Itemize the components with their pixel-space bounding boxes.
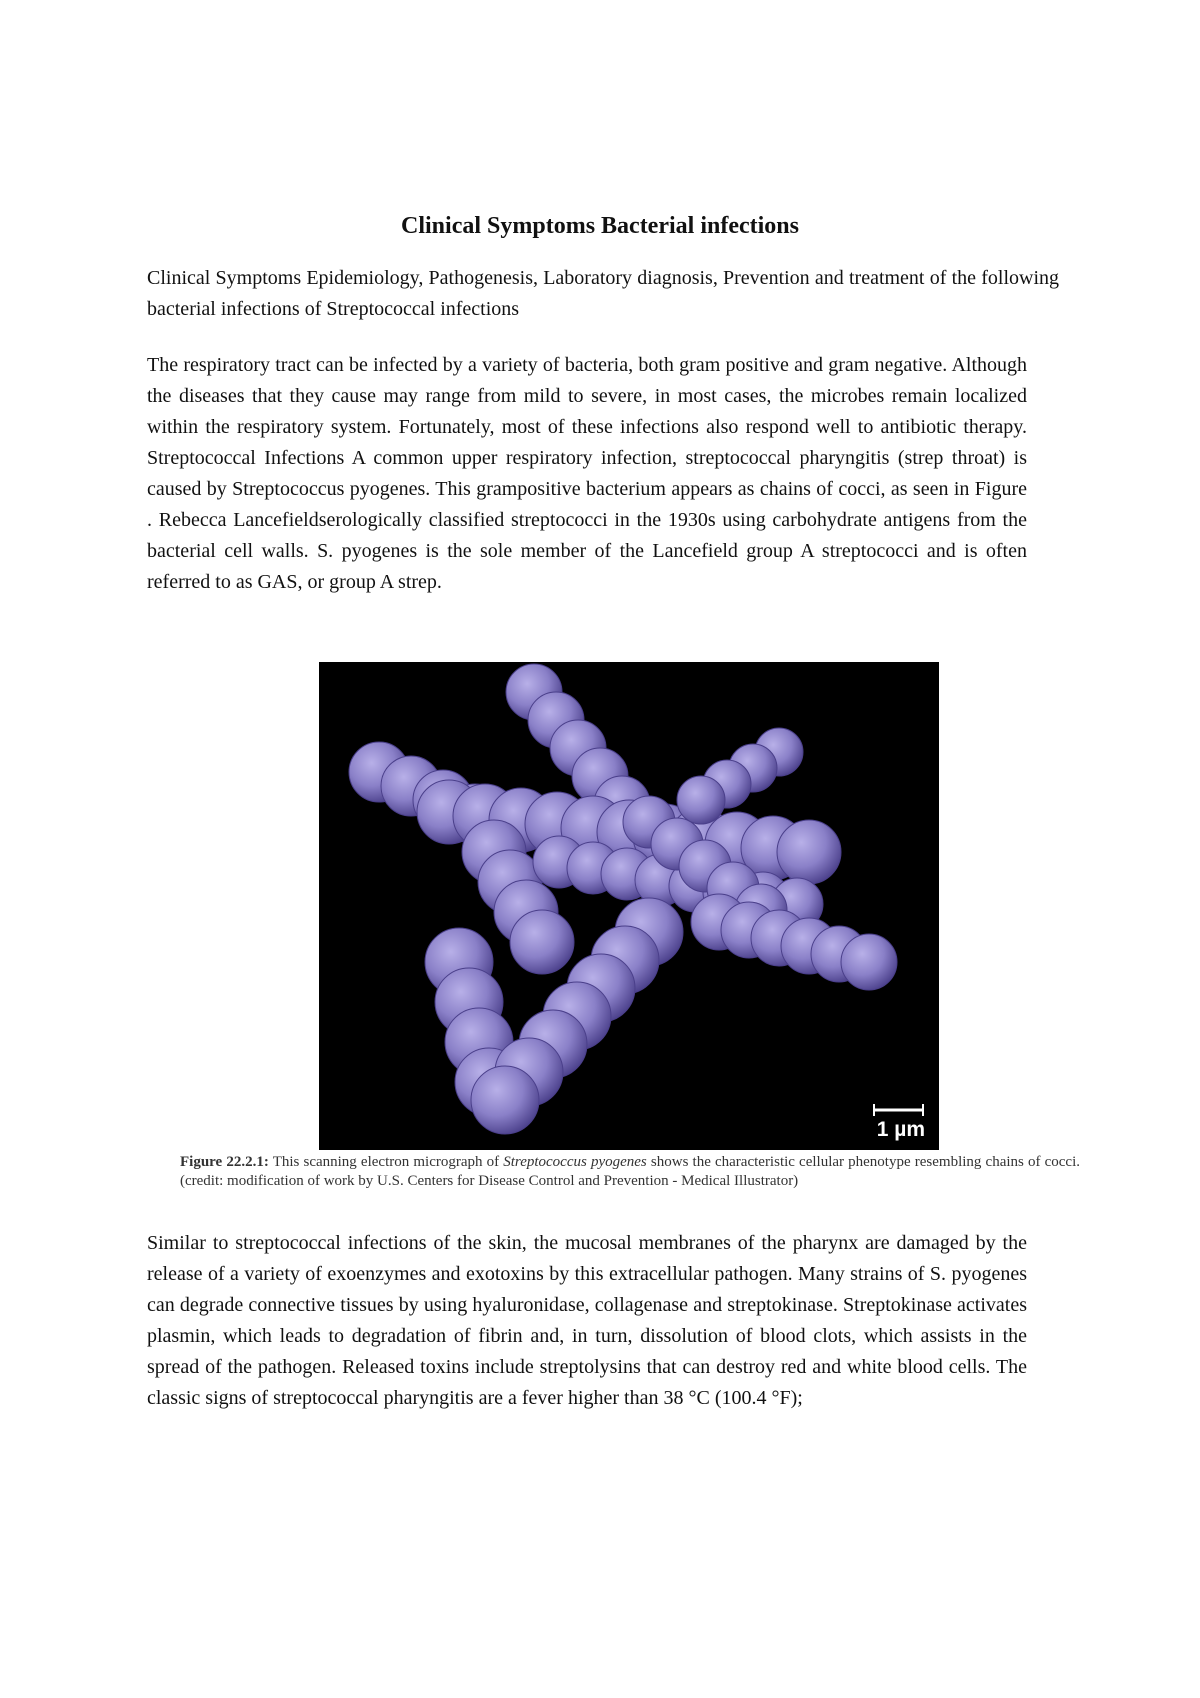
caption-species: Streptococcus pyogenes [503, 1154, 647, 1170]
body-paragraph-1: The respiratory tract can be infected by a variety of bacteria, both gram positive and gram negative. Although the diseases that they cause may range from mild to severe, in most cases, the microbes remain localized within the respiratory system. Fortunately, most of these infections also respond well to antibiotic therapy. Streptococcal Infections A common upper respiratory infection, streptococcal pharyngitis (strep throat) is caused by Streptococcus pyogenes. This grampositive bacterium appears as chains of cocci, as seen in Figure . Rebecca Lancefieldserologically classified streptococci in the 1930s using carbohydrate antigens from the bacterial cell walls. S. pyogenes is the sole member of the Lancefield group A streptococci and is often referred to as GAS, or group A strep. [147, 354, 1027, 593]
coccus-cell [510, 910, 574, 974]
caption-lead: Figure 22.2.1: [180, 1154, 269, 1170]
caption-text-1: This scanning electron micrograph of [268, 1154, 504, 1170]
micrograph-image [319, 662, 939, 1150]
intro-paragraph: Clinical Symptoms Epidemiology, Pathogenesis, Laboratory diagnosis, Prevention and treatment of the following bacterial infections of Streptococcal infections [147, 267, 1059, 320]
document-title: Clinical Symptoms Bacterial infections [401, 213, 799, 239]
caption-text-2: shows the characteristic cellular phenotype resembling chains of cocci. (credit: modification of work by U.S. Centers for Disease Control and Prevention - Medical Illustrator) [180, 1154, 1080, 1189]
body-paragraph-2: Similar to streptococcal infections of the skin, the mucosal membranes of the pharynx are damaged by the release of a variety of exoenzymes and exotoxins by this extracellular pathogen. Many strains of S. pyogenes can degrade connective tissues by using hyaluronidase, collagenase and streptokinase. Streptokinase activates plasmin, which leads to degradation of fibrin and, in turn, dissolution of blood clots, which assists in the spread of the pathogen. Released toxins include streptolysins that can destroy red and white blood cells. The classic signs of streptococcal pharyngitis are a fever higher than 38 °C (100.4 °F); [147, 1232, 1027, 1409]
coccus-cell [777, 820, 841, 884]
cocci-illustration [319, 662, 939, 1150]
coccus-cell [677, 776, 725, 824]
coccus-cell [841, 934, 897, 990]
coccus-cell [471, 1066, 539, 1134]
scale-bar-label: 1 µm [876, 1118, 925, 1141]
figure-caption [180, 1153, 1080, 1191]
